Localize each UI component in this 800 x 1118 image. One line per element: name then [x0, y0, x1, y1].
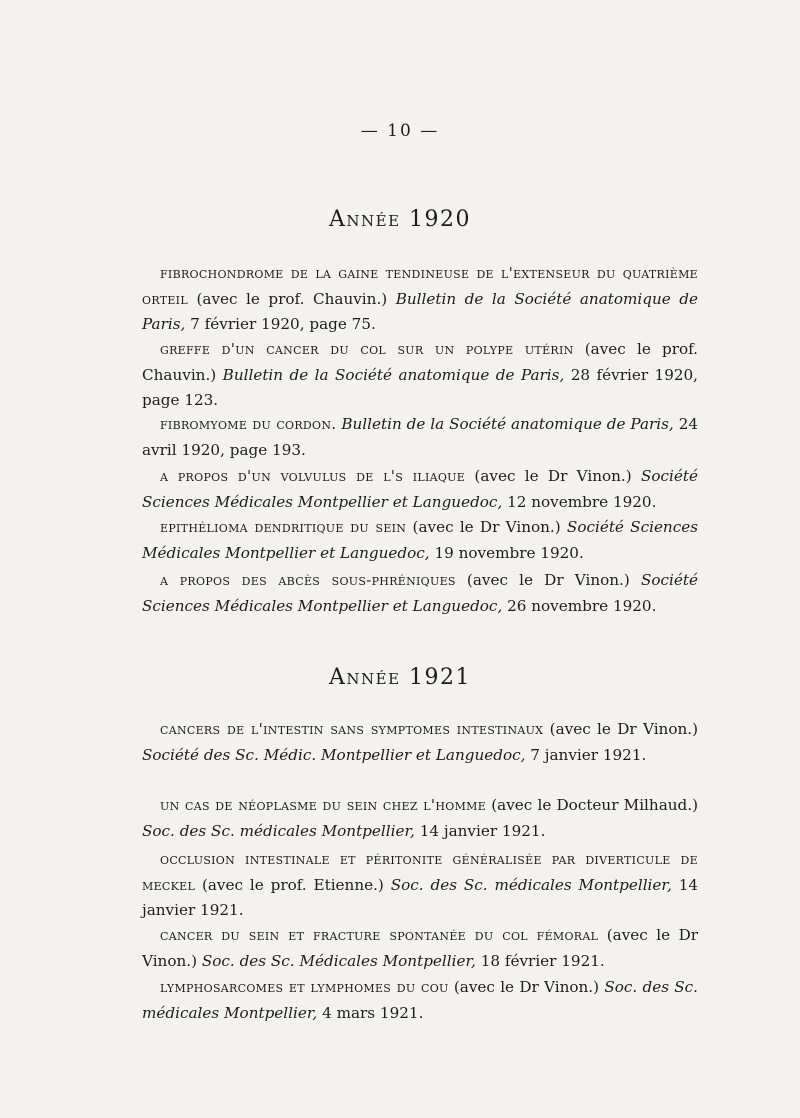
entry-details: 12 novembre 1920. [507, 492, 657, 511]
entry-details: 24 avril 1920, page 193. [142, 415, 699, 459]
entry-authors: (avec le prof. Chauvin.) [196, 289, 388, 308]
entry-details: 26 novembre 1920. [507, 596, 657, 615]
bibliography-entry [142, 515, 698, 566]
entry-journal: Soc. des Sc. médicales Montpellier, [142, 978, 699, 1022]
entry-journal: Société Sciences Médicales Montpellier et Languedoc, [142, 518, 698, 562]
entry-authors: (avec le Dr Vinon.) [466, 571, 630, 590]
entry-authors: (avec le Dr Vinon.) [549, 720, 699, 739]
entry-journal: Bulletin de la Société anatomique de Paris, [142, 289, 698, 334]
entry-title: fibrochondrome de la gaine tendineuse de l'extenseur du quatrième orteil [142, 264, 698, 308]
entry-title: cancers de l'intestin sans symptomes intestinaux [160, 720, 544, 739]
entry-authors: (avec le Dr Vinon.) [474, 467, 632, 486]
bibliography-entry [142, 261, 698, 338]
entry-authors: (avec le Docteur Milhaud.) [491, 796, 699, 815]
bibliography-entry [142, 464, 698, 515]
entry-journal: Société Sciences Médicales Montpellier et Languedoc, [142, 571, 698, 615]
section-heading-1920: Année 1920 [328, 207, 472, 232]
entry-journal: Bulletin de la Société anatomique de Paris, [222, 365, 565, 384]
entry-details: 28 février 1920, page 123. [142, 365, 699, 410]
entry-title: a propos des abcès sous-phréniques [160, 571, 456, 590]
entry-details: 7 janvier 1921. [530, 745, 647, 764]
bibliography-entry [142, 793, 698, 844]
entry-title: lymphosarcomes et lymphomes du cou [160, 978, 449, 997]
section-heading-1921: Année 1921 [328, 665, 472, 690]
entry-title: un cas de néoplasme du sein chez l'homme [160, 796, 487, 815]
entry-title: epithélioma dendritique du sein [160, 518, 407, 537]
entry-details: 14 janvier 1921. [142, 875, 699, 920]
entry-journal: Société Sciences Médicales Montpellier et Languedoc, [142, 467, 698, 511]
bibliography-entry [142, 717, 698, 768]
entry-details: 7 février 1920, page 75. [190, 315, 376, 334]
bibliography-entry [142, 568, 698, 619]
entry-authors: (avec le prof. Etienne.) [201, 875, 384, 894]
entry-title: greffe d'un cancer du col sur un polype utérin [160, 340, 574, 359]
entry-title: occlusion intestinale et péritonite généralisée par diverticule de meckel [142, 850, 698, 894]
page-number: — 10 — [360, 121, 440, 141]
entry-journal: Soc. des Sc. médicales Montpellier, [390, 875, 672, 894]
entry-authors: (avec le prof. Chauvin.) [142, 340, 699, 384]
bibliography-entry [142, 975, 698, 1026]
bibliography-entry [142, 412, 698, 463]
entry-journal: Soc. des Sc. Médicales Montpellier, [201, 951, 476, 970]
entry-details: 18 février 1921. [480, 951, 605, 970]
entry-title: cancer du sein et fracture spontanée du col fémoral [160, 926, 599, 945]
entry-authors: (avec le Dr Vinon.) [412, 518, 561, 537]
bibliography-entry [142, 337, 698, 414]
entry-details: 14 janvier 1921. [419, 821, 546, 840]
entry-authors: (avec le Dr Vinon.) [142, 926, 698, 970]
entry-authors: (avec le Dr Vinon.) [453, 978, 600, 997]
bibliography-entry [142, 923, 698, 974]
entry-journal: Bulletin de la Société anatomique de Paris, [341, 415, 674, 434]
entry-journal: Société des Sc. Médic. Montpellier et Languedoc, [142, 745, 526, 764]
entry-title: a propos d'un volvulus de l's iliaque [160, 467, 466, 486]
entry-details: 4 mars 1921. [322, 1003, 424, 1022]
entry-title: fibromyome du cordon. [160, 415, 337, 434]
entry-details: 19 novembre 1920. [434, 543, 584, 562]
entry-journal: Soc. des Sc. médicales Montpellier, [142, 821, 415, 840]
bibliography-entry [142, 847, 698, 924]
